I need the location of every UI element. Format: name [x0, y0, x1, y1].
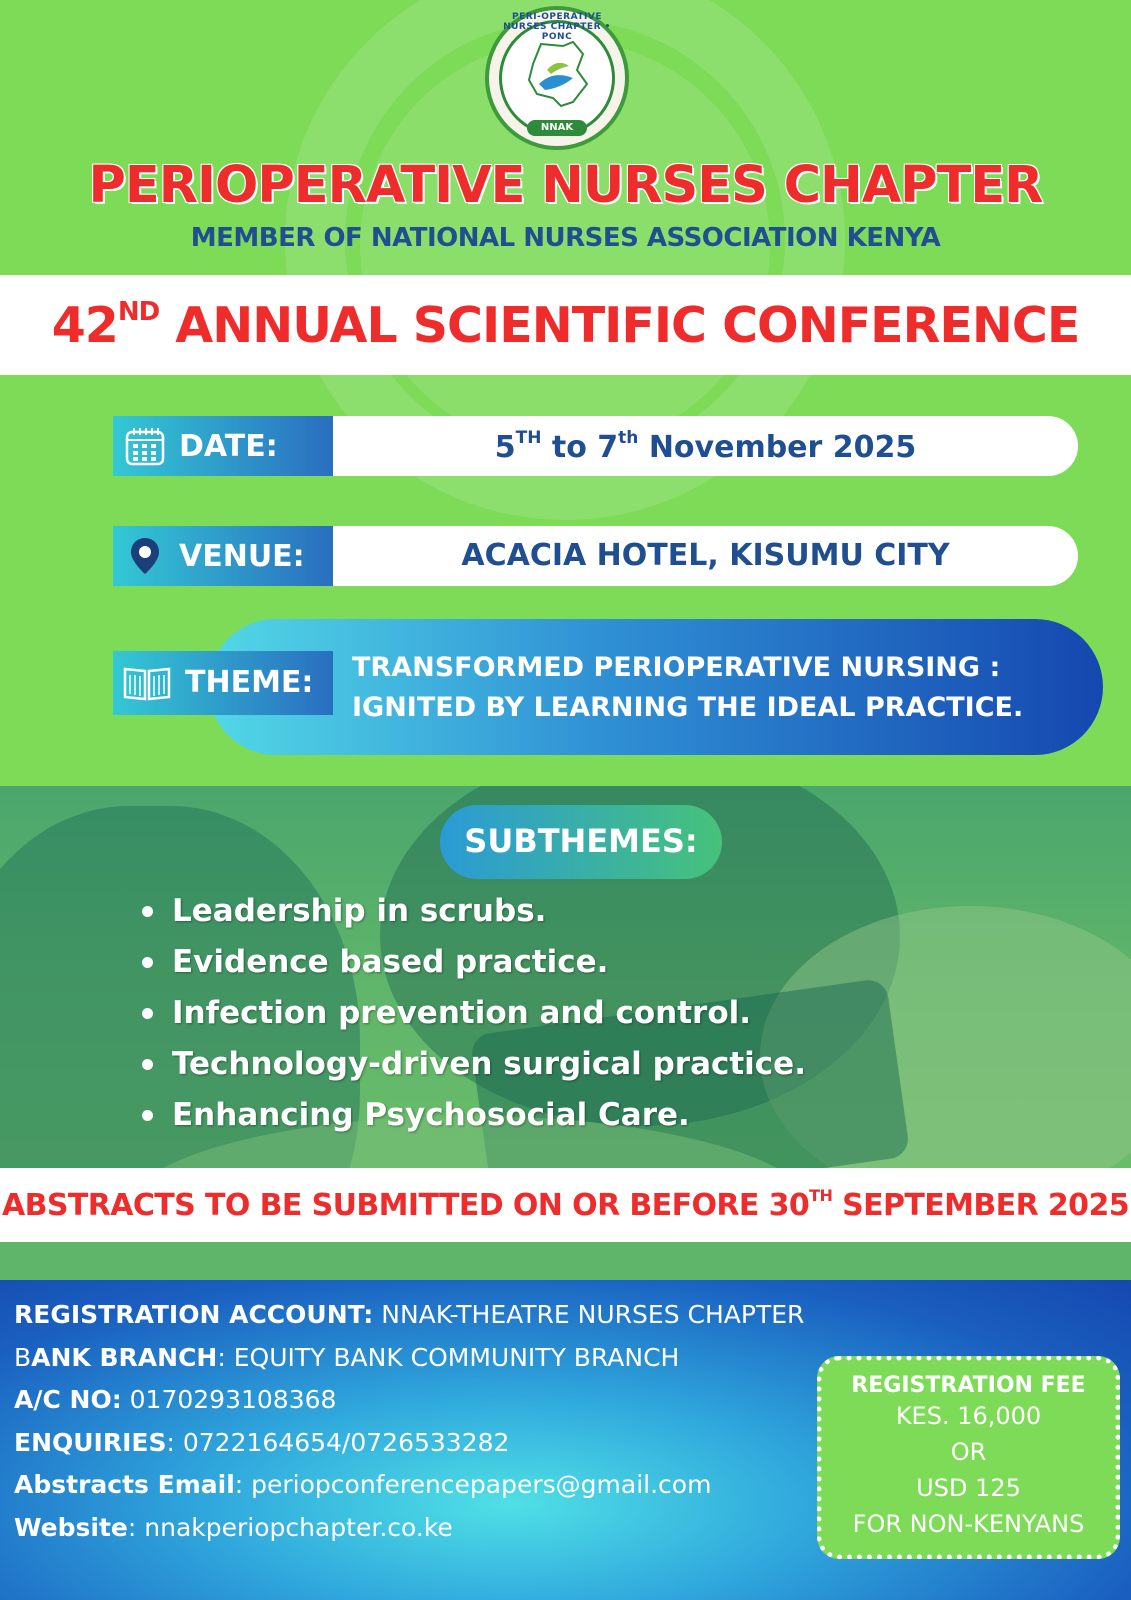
- subthemes-heading: SUBTHEMES:: [464, 822, 698, 860]
- conference-ordinal-number: 42: [51, 297, 118, 354]
- account-number-label: A/C NO:: [14, 1385, 122, 1414]
- subtheme-text: Infection prevention and control.: [172, 995, 752, 1031]
- organization-subtitle: MEMBER OF NATIONAL NURSES ASSOCIATION KENYA: [190, 223, 941, 253]
- registration-details: [14, 1300, 805, 1555]
- subthemes-list: [140, 893, 1000, 1148]
- logo-band-text: NNAK: [540, 122, 574, 133]
- date-rest: November 2025: [638, 430, 917, 465]
- logo-ring-text: PERI-OPERATIVE NURSES CHAPTER • PONC: [503, 12, 611, 42]
- account-number-value: 0170293108368: [121, 1385, 337, 1414]
- abstract-deadline: [0, 1186, 1131, 1223]
- venue-label: VENUE:: [179, 539, 305, 574]
- conference-ordinal-suffix: ND: [117, 297, 160, 327]
- organization-title: PERIOPERATIVE NURSES CHAPTER: [88, 156, 1043, 215]
- date-start-day: 5: [494, 430, 516, 465]
- fee-usd: USD 125: [916, 1474, 1021, 1502]
- subtheme-text: Leadership in scrubs.: [172, 893, 547, 929]
- list-item: [140, 995, 1000, 1046]
- header-section: [0, 0, 1131, 786]
- list-item: [140, 893, 1000, 944]
- bullet-icon: [142, 1110, 153, 1121]
- branch-label: ANK BRANCH: [31, 1342, 218, 1372]
- abstract-prefix: ABSTRACTS TO BE SUBMITTED ON OR BEFORE 30: [1, 1188, 810, 1223]
- date-middle: to 7: [541, 430, 619, 465]
- email-value[interactable]: : periopconferencepapers@gmail.com: [234, 1470, 712, 1499]
- venue-value-box: [333, 526, 1078, 586]
- account-number-line: [14, 1385, 794, 1428]
- chapter-logo: [485, 6, 629, 150]
- theme-line-1: TRANSFORMED PERIOPERATIVE NURSING :: [352, 652, 1001, 683]
- enquiries-label: ENQUIRIES: [14, 1427, 167, 1457]
- theme-line-2: IGNITED BY LEARNING THE IDEAL PRACTICE.: [352, 692, 1024, 723]
- fee-note: FOR NON-KENYANS: [852, 1510, 1085, 1538]
- conference-title: [0, 297, 1131, 354]
- enquiries-value: : 0722164654/0726533282: [166, 1427, 510, 1457]
- theme-label: THEME:: [185, 665, 314, 700]
- account-value: NNAK-THEATRE NURSES CHAPTER: [373, 1300, 805, 1329]
- bullet-icon: [142, 1008, 153, 1019]
- date-label-box: [113, 416, 333, 476]
- venue-label-box: [113, 526, 333, 586]
- date-end-suffix: th: [618, 428, 639, 448]
- branch-value: : EQUITY BANK COMMUNITY BRANCH: [217, 1342, 680, 1372]
- date-label: DATE:: [179, 429, 278, 464]
- theme-text: [352, 648, 1092, 728]
- venue-row: [113, 526, 1078, 586]
- account-line: [14, 1300, 805, 1343]
- account-label: REGISTRATION ACCOUNT:: [14, 1300, 374, 1329]
- website-line: [14, 1513, 794, 1556]
- email-label: Abstracts Email: [14, 1470, 235, 1499]
- list-item: [140, 1097, 1000, 1148]
- bullet-icon: [142, 1059, 153, 1070]
- website-link[interactable]: : nnakperiopchapter.co.ke: [127, 1512, 453, 1542]
- registration-fee-box: [817, 1356, 1120, 1559]
- fee-title: REGISTRATION FEE: [851, 1373, 1086, 1398]
- subtheme-text: Technology-driven surgical practice.: [172, 1046, 806, 1082]
- branch-line: [14, 1343, 794, 1386]
- list-item: [140, 1046, 1000, 1097]
- date-value-box: [333, 416, 1078, 476]
- conference-title-rest: ANNUAL SCIENTIFIC CONFERENCE: [159, 297, 1080, 354]
- email-line: [14, 1470, 794, 1513]
- bullet-icon: [142, 957, 153, 968]
- venue-value: ACACIA HOTEL, KISUMU CITY: [461, 538, 950, 573]
- fee-or: OR: [950, 1438, 987, 1466]
- abstract-rest: SEPTEMBER 2025: [832, 1188, 1130, 1223]
- abstract-suffix: TH: [809, 1186, 833, 1205]
- photo-strip: [0, 1242, 1131, 1282]
- list-item: [140, 944, 1000, 995]
- fee-kes: KES. 16,000: [895, 1402, 1042, 1430]
- theme-label-box: [113, 651, 333, 715]
- open-book-icon: [121, 661, 173, 705]
- branch-label-initial: B: [14, 1342, 32, 1372]
- kenya-map-icon: [523, 40, 591, 110]
- location-pin-icon: [123, 534, 167, 578]
- date-value: [333, 416, 1078, 465]
- website-label: Website: [14, 1512, 128, 1542]
- bullet-icon: [142, 906, 153, 917]
- calendar-icon: [123, 424, 167, 468]
- date-start-suffix: TH: [515, 428, 542, 448]
- date-row: [113, 416, 1078, 476]
- conference-banner: [0, 275, 1131, 375]
- subtheme-text: Enhancing Psychosocial Care.: [172, 1097, 690, 1133]
- enquiries-line: [14, 1428, 794, 1471]
- subtheme-text: Evidence based practice.: [172, 944, 609, 980]
- abstract-deadline-banner: [0, 1168, 1131, 1242]
- subthemes-heading-pill: [440, 805, 722, 879]
